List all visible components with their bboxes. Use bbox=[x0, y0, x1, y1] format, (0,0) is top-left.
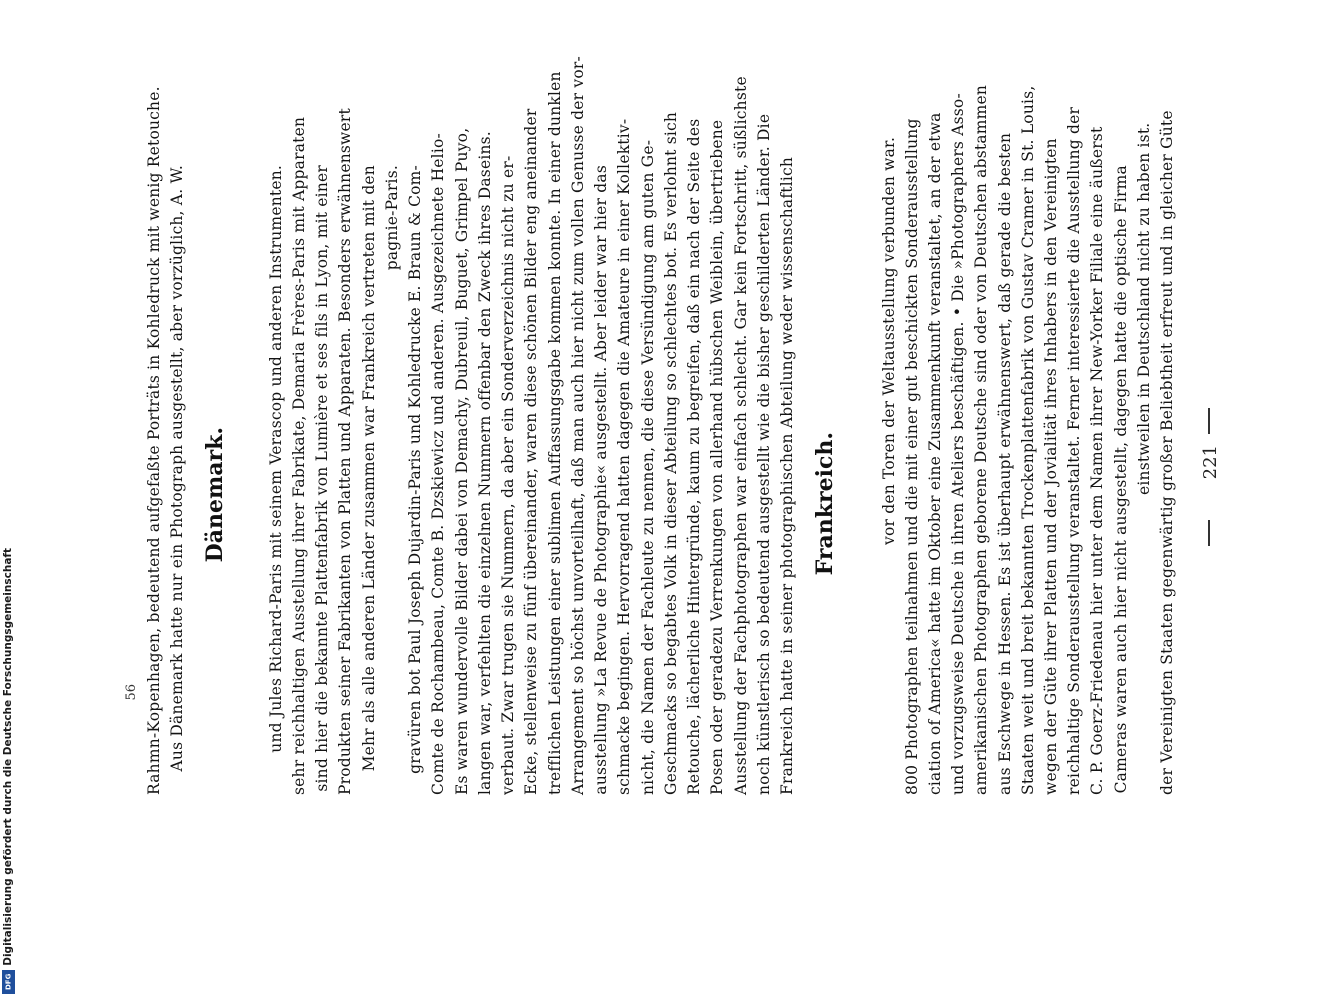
text-line: Comte de Rochambeau, Comte B. Dzskiewicz und anderen. Ausgezeichnete Helio- bbox=[429, 133, 448, 795]
text-line: 800 Photographen teilnahmen und die mit einer gut beschickten Sonderausstellung bbox=[902, 118, 921, 795]
text-line: amerikanischen Photographen geborene Deutsche sind oder von Deutschen abstammen bbox=[972, 84, 991, 795]
page-number-rule-bottom bbox=[1208, 520, 1210, 546]
text-line: Posen oder geradezu Verrenkungen von allerhand hübschen Weiblein, übertriebene bbox=[708, 119, 727, 795]
text-line: ausstellung »La Revue de Photographie« ausgestellt. Aber leider war hier das bbox=[592, 165, 610, 795]
text-line: Ecke, stellenweise zu fünf übereinander, waren diese schönen Bilder eng aneinander bbox=[522, 108, 541, 795]
text-line: und vorzugsweise Deutsche in ihren Ateliers beschäftigen. • Die »Photographers Asso- bbox=[949, 93, 968, 795]
text-line: sehr reichhaltigen Ausstellung ihrer Fabrikate, Demaria Frères-Paris mit Apparaten bbox=[289, 116, 308, 795]
dfg-logo-icon: DFG bbox=[2, 970, 15, 994]
text-line: noch künstlerisch so bedeutend ausgestellt wie die bisher geschilderten Länder. Die bbox=[754, 113, 773, 795]
text-line: Ausstellung der Fachphotographen war einfach schlecht. Gar kein Fortschritt, süßlichste bbox=[731, 76, 750, 795]
text-line: pagnie-Paris. bbox=[382, 165, 401, 271]
text-line: Mehr als alle anderen Länder zusammen war Frankreich vertreten mit den bbox=[359, 165, 378, 772]
text-line: nicht, die Namen der Fachleute zu nennen, die diese Versündigung am guten Ge- bbox=[638, 139, 657, 795]
text-line: trefflichen Leistungen einer sublimen Auffassungsgabe kommen konnte. In einer dunklen bbox=[545, 71, 564, 795]
text-line: verbaut. Zwar trugen sie Nummern, da aber ein Sonderverzeichnis nicht zu er- bbox=[499, 155, 517, 795]
text-line: C. P. Goerz-Friedenau hier unter dem Namen ihrer New-Yorker Filiale eine äußerst bbox=[1088, 126, 1107, 795]
text-line: Retouche, lächerliche Hintergründe, kaum zu begreifen, daß ein nach der Seite des bbox=[685, 118, 703, 795]
signature-mark: 56 bbox=[124, 684, 139, 701]
text-line: Aus Dänemark hatte nur ein Photograph ausgestellt, aber vorzüglich, A. W. bbox=[168, 165, 186, 772]
text-line: gravüren bot Paul Joseph Dujardin-Paris und Kohledrucke E. Braun & Com- bbox=[406, 165, 424, 774]
text-line: Arrangement so höchst unvorteilhaft, daß man auch hier nicht zum vollen Genusse der vor- bbox=[568, 56, 587, 795]
text-line: reichhaltige Sonderausstellung veranstaltet. Ferner interessierte die Ausstellung der bbox=[1065, 106, 1084, 795]
text-line: Cameras waren auch hier nicht ausgestellt, dagegen hatte die optische Firma bbox=[1111, 165, 1130, 794]
text-line: Staaten weit und breit bekannten Trockenplattenfabrik von Gustav Cramer in St. Louis, bbox=[1018, 85, 1037, 795]
heading-daenemark: Dänemark. bbox=[202, 427, 228, 563]
text-line: Es waren wundervolle Bilder dabei von Demachy, Dubreuil, Buguet, Grimpel Puyo, bbox=[452, 127, 471, 795]
text-line: wegen der Güte ihrer Platten und der Jovialität ihres Inhabers in den Vereinigten bbox=[1042, 138, 1060, 795]
text-line: vor den Toren der Weltausstellung verbunden war. bbox=[879, 136, 898, 545]
text-line: und Jules Richard-Paris mit seinem Verascop und anderen Instrumenten. bbox=[266, 165, 285, 753]
text-line: Rahmn-Kopenhagen, bedeutend aufgefaßte Porträts in Kohledruck mit wenig Retouche. bbox=[145, 86, 163, 795]
page-number: 221 bbox=[1200, 445, 1221, 480]
text-line: aus Eschwege in Hessen. Es ist überhaupt erwähnenswert, daß gerade die besten bbox=[995, 132, 1014, 795]
text-line: einstweilen in Deutschland nicht zu haben ist. bbox=[1134, 122, 1153, 495]
funding-footer bbox=[2, 0, 16, 1000]
text-line: schmacke begingen. Hervorragend hatten dagegen die Amateure in einer Kollektiv- bbox=[615, 118, 634, 795]
heading-frankreich: Frankreich. bbox=[812, 432, 838, 576]
text-line: sind hier die bekannte Plattenfabrik von Lumière et ses fils in Lyon, mit einer bbox=[313, 165, 331, 792]
text-line: Geschmacks so begabtes Volk in dieser Abteilung so schlechtes bot. Es verlohnt sich bbox=[661, 111, 680, 795]
funding-note: Digitalisierung gefördert durch die Deutsche Forschungsgemeinschaft bbox=[2, 548, 14, 966]
text-line: Frankreich hatte in seiner photographischen Abteilung weder wissenschaftlich bbox=[778, 156, 796, 795]
text-line: ciation of America« hatte im Oktober eine Zusammenkunft veranstaltet, an der etwa bbox=[926, 112, 944, 795]
text-line: der Vereinigten Staaten gegenwärtig großer Beliebtheit erfreut und in gleicher Güte bbox=[1158, 110, 1176, 795]
text-line: Produkten seiner Fabrikanten von Platten und Apparaten. Besonders erwähnenswert bbox=[336, 108, 355, 795]
text-line: langen war, verfehlten die einzelnen Nummern offenbar den Zweck ihres Daseins. bbox=[475, 131, 494, 795]
page-number-rule-top bbox=[1208, 408, 1210, 434]
